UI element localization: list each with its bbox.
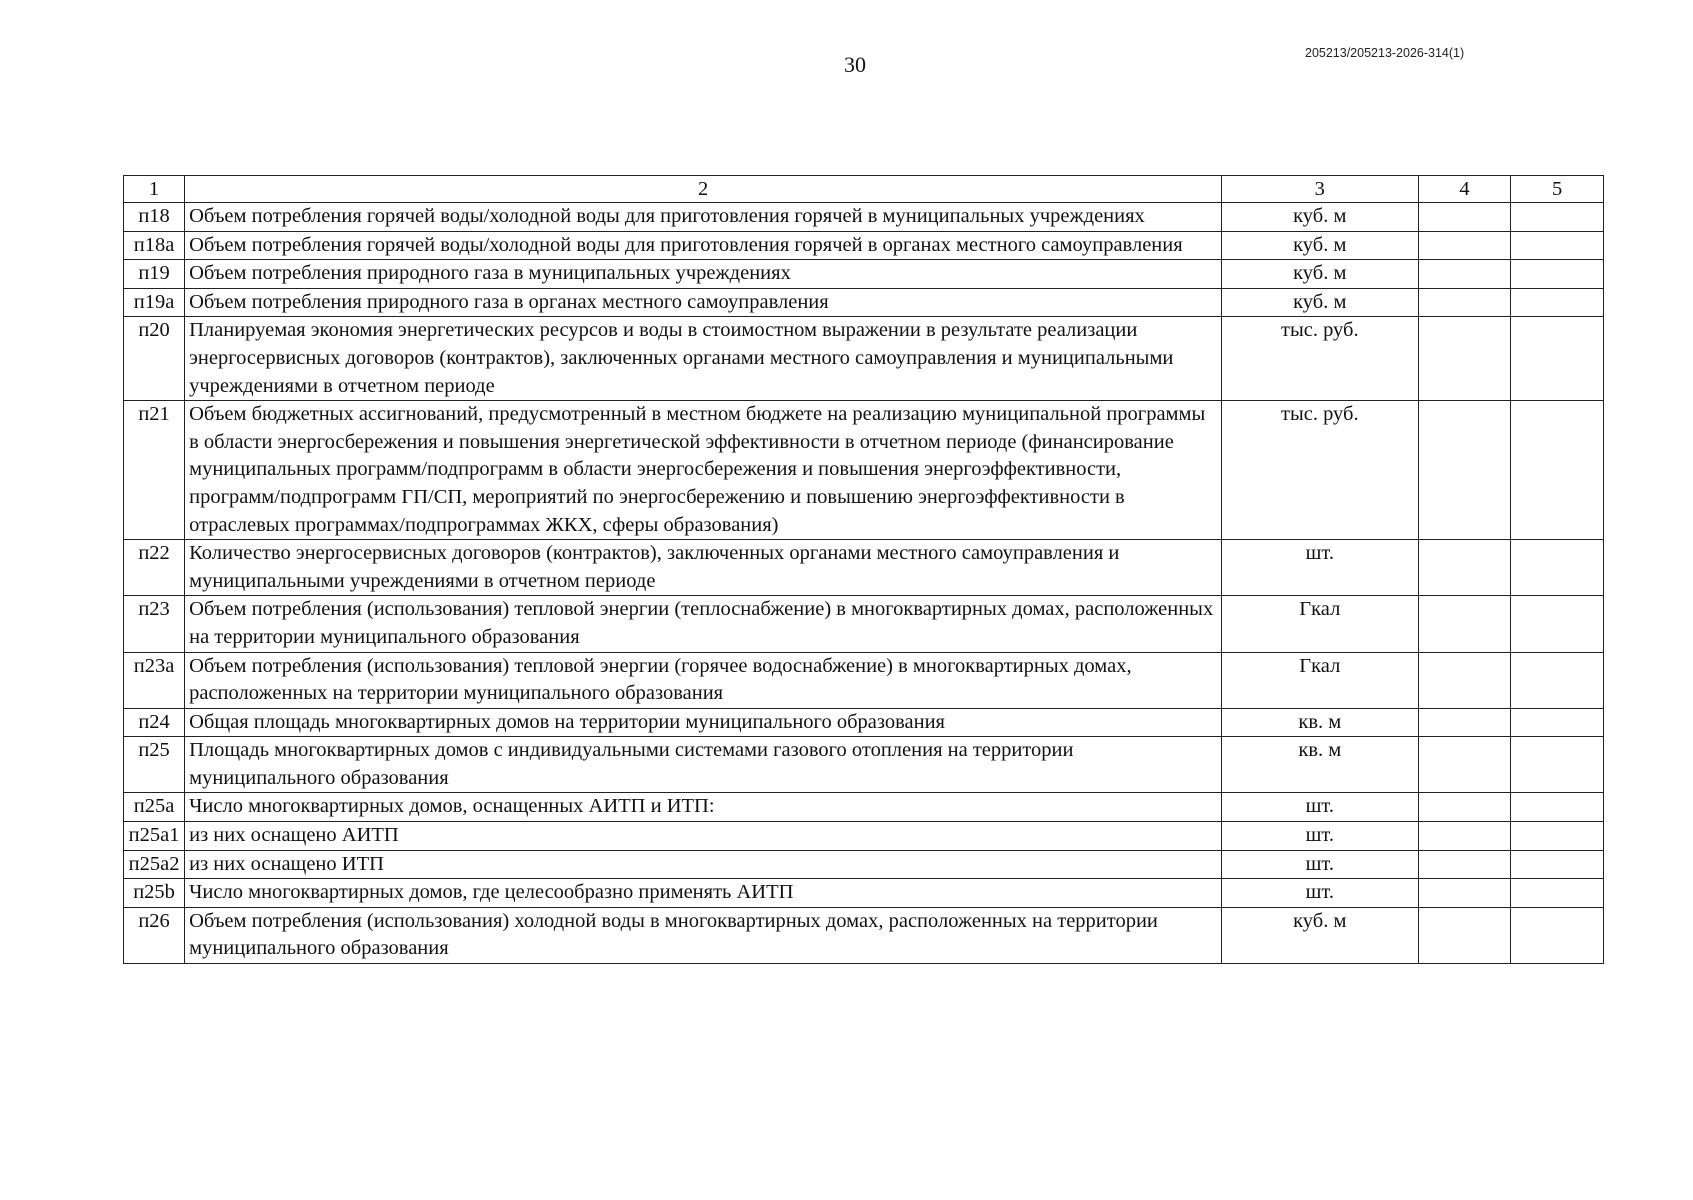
value-cell-5 xyxy=(1511,317,1604,401)
table-row xyxy=(124,907,1604,963)
table-row xyxy=(124,850,1604,879)
table-row xyxy=(124,737,1604,793)
row-unit: куб. м xyxy=(1222,203,1419,232)
value-cell-5 xyxy=(1511,401,1604,540)
value-cell-4 xyxy=(1418,822,1511,851)
row-description: Объем потребления горячей воды/холодной воды для приготовления горячей в органах местного самоуправления xyxy=(185,231,1222,260)
value-cell-5 xyxy=(1511,708,1604,737)
row-unit: куб. м xyxy=(1222,288,1419,317)
value-cell-4 xyxy=(1418,850,1511,879)
row-unit: шт. xyxy=(1222,850,1419,879)
row-description: из них оснащено ИТП xyxy=(185,850,1222,879)
value-cell-4 xyxy=(1418,793,1511,822)
row-unit: тыс. руб. xyxy=(1222,317,1419,401)
value-cell-4 xyxy=(1418,596,1511,652)
value-cell-4 xyxy=(1418,288,1511,317)
table-row xyxy=(124,260,1604,289)
value-cell-5 xyxy=(1511,907,1604,963)
row-code: п22 xyxy=(124,540,185,596)
table-row xyxy=(124,596,1604,652)
row-code: п19а xyxy=(124,288,185,317)
value-cell-4 xyxy=(1418,708,1511,737)
row-description: Планируемая экономия энергетических ресурсов и воды в стоимостном выражении в результате реализации энергосервисных договоров (контрактов), заключенных органами местного самоуправления и муниципальными учреждениями в отчетном периоде xyxy=(185,317,1222,401)
value-cell-5 xyxy=(1511,288,1604,317)
row-unit: куб. м xyxy=(1222,260,1419,289)
row-code: п26 xyxy=(124,907,185,963)
row-description: Число многоквартирных домов, оснащенных АИТП и ИТП: xyxy=(185,793,1222,822)
row-unit: куб. м xyxy=(1222,907,1419,963)
row-description: из них оснащено АИТП xyxy=(185,822,1222,851)
value-cell-4 xyxy=(1418,652,1511,708)
row-code: п23а xyxy=(124,652,185,708)
value-cell-5 xyxy=(1511,231,1604,260)
row-unit: шт. xyxy=(1222,879,1419,908)
value-cell-5 xyxy=(1511,260,1604,289)
table-row xyxy=(124,231,1604,260)
row-description: Объем потребления (использования) холодной воды в многоквартирных домах, расположенных на территории муниципального образования xyxy=(185,907,1222,963)
row-code: п20 xyxy=(124,317,185,401)
column-header: 3 xyxy=(1222,176,1419,203)
table-row xyxy=(124,822,1604,851)
value-cell-5 xyxy=(1511,652,1604,708)
table-row xyxy=(124,793,1604,822)
row-unit: шт. xyxy=(1222,793,1419,822)
row-unit: шт. xyxy=(1222,822,1419,851)
row-description: Объем потребления природного газа в муниципальных учреждениях xyxy=(185,260,1222,289)
value-cell-5 xyxy=(1511,737,1604,793)
row-unit: шт. xyxy=(1222,540,1419,596)
table-row xyxy=(124,288,1604,317)
table-row xyxy=(124,317,1604,401)
value-cell-5 xyxy=(1511,596,1604,652)
row-description: Площадь многоквартирных домов с индивидуальными системами газового отопления на территории муниципального образования xyxy=(185,737,1222,793)
row-code: п23 xyxy=(124,596,185,652)
column-header: 4 xyxy=(1418,176,1511,203)
row-description: Объем потребления (использования) тепловой энергии (теплоснабжение) в многоквартирных домах, расположенных на территории муниципального образования xyxy=(185,596,1222,652)
value-cell-4 xyxy=(1418,401,1511,540)
value-cell-5 xyxy=(1511,850,1604,879)
row-description: Количество энергосервисных договоров (контрактов), заключенных органами местного самоуправления и муниципальными учреждениями в отчетном периоде xyxy=(185,540,1222,596)
row-description: Объем бюджетных ассигнований, предусмотренный в местном бюджете на реализацию муниципальной программы в области энергосбережения и повышения энергетической эффективности в отчетном периоде (финансирование муниципальных программ/подпрограмм в области энергосбережения и повышения энергоэффективности, программ/подпрограмм ГП/СП, мероприятий по энергосбережению и повышению энергоэффективности в отраслевых программах/подпрограммах ЖКХ, сферы образования) xyxy=(185,401,1222,540)
table-row xyxy=(124,708,1604,737)
row-description: Объем потребления природного газа в органах местного самоуправления xyxy=(185,288,1222,317)
table-row xyxy=(124,879,1604,908)
table-header-row xyxy=(124,176,1604,203)
row-code: п25а xyxy=(124,793,185,822)
row-code: п25 xyxy=(124,737,185,793)
value-cell-4 xyxy=(1418,540,1511,596)
row-description: Число многоквартирных домов, где целесообразно применять АИТП xyxy=(185,879,1222,908)
page-number: 30 xyxy=(844,52,866,77)
value-cell-4 xyxy=(1418,231,1511,260)
row-unit: Гкал xyxy=(1222,652,1419,708)
row-code: п18 xyxy=(124,203,185,232)
value-cell-4 xyxy=(1418,203,1511,232)
table-row xyxy=(124,401,1604,540)
value-cell-5 xyxy=(1511,540,1604,596)
document-id: 205213/205213-2026-314(1) xyxy=(1305,46,1465,60)
table-row xyxy=(124,203,1604,232)
column-header: 5 xyxy=(1511,176,1604,203)
row-code: п24 xyxy=(124,708,185,737)
row-code: п25b xyxy=(124,879,185,908)
row-unit: Гкал xyxy=(1222,596,1419,652)
column-header: 1 xyxy=(124,176,185,203)
row-code: п19 xyxy=(124,260,185,289)
value-cell-4 xyxy=(1418,260,1511,289)
indicators-table xyxy=(123,175,1604,964)
row-unit: кв. м xyxy=(1222,708,1419,737)
row-code: п25а2 xyxy=(124,850,185,879)
row-code: п21 xyxy=(124,401,185,540)
value-cell-4 xyxy=(1418,879,1511,908)
column-header: 2 xyxy=(185,176,1222,203)
value-cell-4 xyxy=(1418,317,1511,401)
row-unit: куб. м xyxy=(1222,231,1419,260)
row-unit: тыс. руб. xyxy=(1222,401,1419,540)
row-description: Общая площадь многоквартирных домов на территории муниципального образования xyxy=(185,708,1222,737)
table-row xyxy=(124,652,1604,708)
row-code: п18а xyxy=(124,231,185,260)
value-cell-5 xyxy=(1511,793,1604,822)
row-code: п25а1 xyxy=(124,822,185,851)
value-cell-5 xyxy=(1511,879,1604,908)
row-description: Объем потребления горячей воды/холодной воды для приготовления горячей в муниципальных учреждениях xyxy=(185,203,1222,232)
value-cell-5 xyxy=(1511,822,1604,851)
row-description: Объем потребления (использования) тепловой энергии (горячее водоснабжение) в многоквартирных домах, расположенных на территории муниципального образования xyxy=(185,652,1222,708)
value-cell-5 xyxy=(1511,203,1604,232)
table-row xyxy=(124,540,1604,596)
value-cell-4 xyxy=(1418,737,1511,793)
value-cell-4 xyxy=(1418,907,1511,963)
row-unit: кв. м xyxy=(1222,737,1419,793)
